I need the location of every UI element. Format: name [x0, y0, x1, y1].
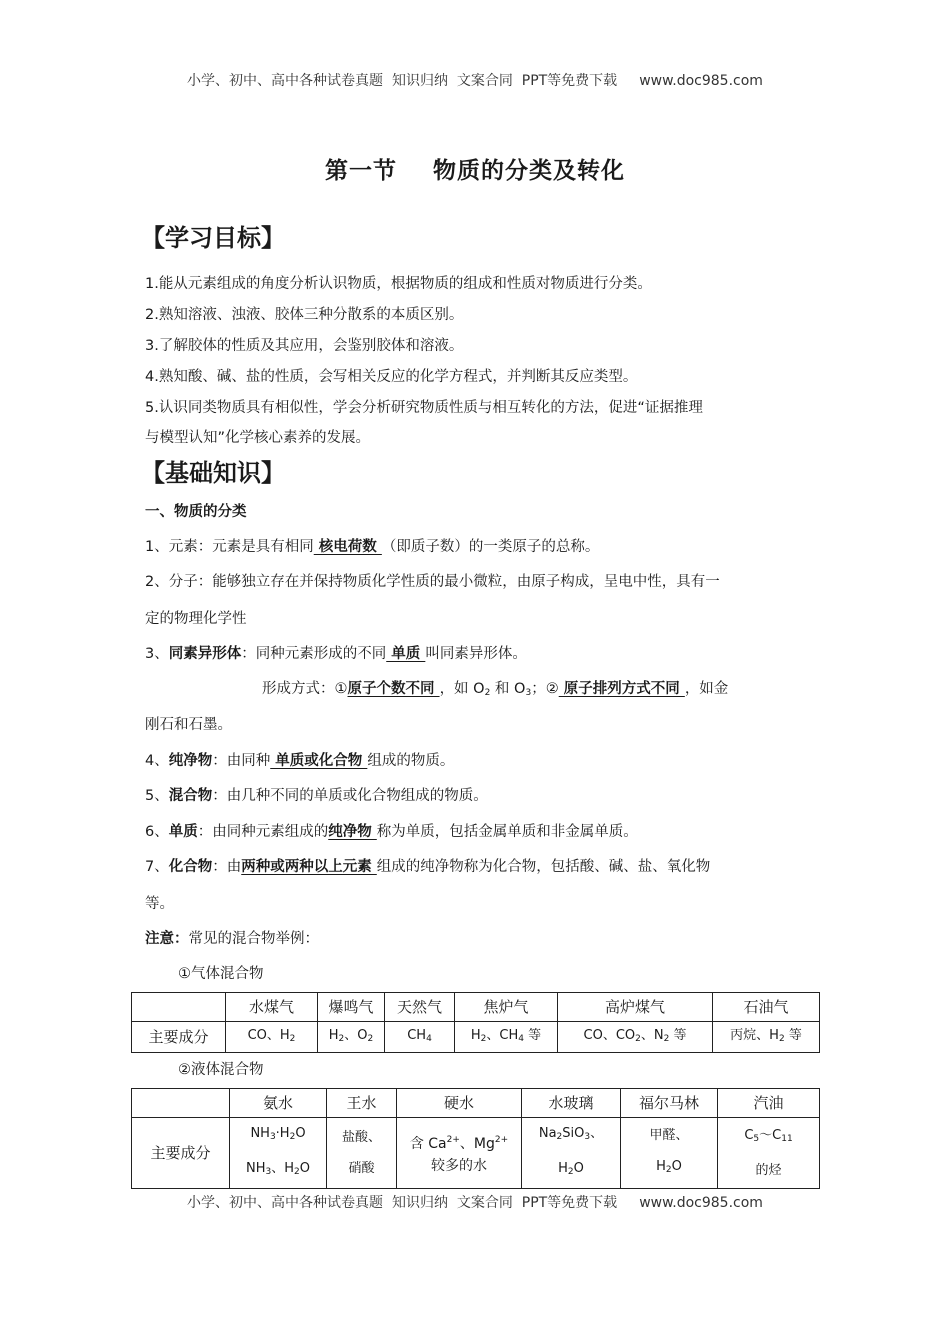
- footer-url[interactable]: www.doc985.com: [639, 1195, 763, 1211]
- section-title-classification: 一、物质的分类: [145, 504, 247, 520]
- blank-answer: 单质或化合物: [270, 753, 368, 769]
- term-allotrope: 同素异形体: [168, 646, 242, 662]
- para-pure-substance: 4、纯净物：由同种 单质或化合物 组成的物质。: [145, 753, 455, 769]
- gas-mixture-caption: ①气体混合物: [178, 966, 264, 982]
- page-footer: [0, 1192, 950, 1212]
- table-row: [132, 1022, 820, 1053]
- blank-answer: 单质: [386, 646, 426, 662]
- para-allotrope-formation: 形成方式：①原子个数不同 ，如 $O_2$ 和 $O_3$；② 原子排列方式不同 ，如金: [262, 681, 729, 698]
- formalin-components: 甲醛、 $H_2O$: [621, 1118, 718, 1189]
- para-allotrope-formation-cont: 刚石和石墨。: [145, 717, 232, 733]
- liquid-mixture-caption: ②液体混合物: [178, 1062, 264, 1078]
- page-title: 第一节 物质的分类及转化: [324, 158, 626, 184]
- goal-item-3: 3.了解胶体的性质及其应用，会鉴别胶体和溶液。: [145, 338, 464, 354]
- blank-answer: 两种或两种以上元素: [241, 859, 377, 875]
- table-header-row: 水煤气 爆鸣气 天然气 焦炉气 高炉煤气 石油气: [132, 993, 820, 1022]
- para-compound-cont: 等。: [145, 896, 174, 912]
- blank-answer: 核电荷数: [313, 539, 382, 555]
- ammonia-water-components: $NH_3\cdot H_2O$ $NH_3$、$H_2O$: [230, 1118, 327, 1189]
- row-label: 主要成分: [132, 1022, 226, 1053]
- para-mixture: 5、混合物：由几种不同的单质或化合物组成的物质。: [145, 788, 488, 804]
- para-allotrope: 3、同素异形体：同种元素形成的不同 单质 叫同素异形体。: [145, 646, 527, 662]
- aqua-regia-components: 盐酸、 硝酸: [327, 1118, 397, 1189]
- goal-item-1: 1.能从元素组成的角度分析认识物质，根据物质的组成和性质对物质进行分类。: [145, 276, 652, 292]
- row-label: 主要成分: [132, 1118, 230, 1189]
- blast-furnace-gas-components: CO、$CO_2$、$N_2$ 等: [558, 1022, 713, 1053]
- para-element: 1、元素：元素是具有相同 核电荷数 （即质子数）的一类原子的总称。: [145, 539, 600, 555]
- blank-answer: 原子个数不同: [347, 681, 440, 697]
- goal-item-5-cont: 与模型认知”化学核心素养的发展。: [145, 430, 371, 446]
- gas-mixture-table: [131, 992, 820, 1053]
- gasoline-components: $C_5\sim C_{11}$ 的烃: [718, 1118, 820, 1189]
- note-label: 注意：: [145, 931, 189, 947]
- blank-answer: 原子排列方式不同: [558, 681, 685, 697]
- header-text: 小学、初中、高中各种试卷真题 知识归纳 文案合同 PPT等免费下载: [187, 73, 618, 89]
- para-molecule: 2、分子：能够独立存在并保持物质化学性质的最小微粒，由原子构成，呈电中性，具有一: [145, 574, 720, 590]
- term-simple-substance: 单质: [168, 824, 198, 840]
- liquid-mixture-table: [131, 1088, 820, 1189]
- goal-item-2: 2.熟知溶液、浊液、胶体三种分散系的本质区别。: [145, 307, 464, 323]
- term-pure-substance: 纯净物: [168, 753, 213, 769]
- header-url[interactable]: www.doc985.com: [639, 73, 763, 89]
- water-gas-components: CO、$H_2$: [226, 1022, 318, 1053]
- coke-oven-gas-components: $H_2$、$CH_4$ 等: [455, 1022, 558, 1053]
- detonating-gas-components: $H_2$、$O_2$: [318, 1022, 385, 1053]
- footer-text: 小学、初中、高中各种试卷真题 知识归纳 文案合同 PPT等免费下载: [187, 1195, 618, 1211]
- table-header-row: 氨水 王水 硬水 水玻璃 福尔马林 汽油: [132, 1089, 820, 1118]
- page-header: [0, 70, 950, 90]
- goal-item-5: 5.认识同类物质具有相似性，学会分析研究物质性质与相互转化的方法，促进“证据推理: [145, 400, 703, 416]
- goal-item-4: 4.熟知酸、碱、盐的性质，会写相关反应的化学方程式，并判断其反应类型。: [145, 369, 638, 385]
- hard-water-components: 含 $Ca^{2+}$、$Mg^{2+}$ 较多的水: [397, 1118, 522, 1189]
- basics-heading: 【基础知识】: [141, 459, 285, 487]
- water-glass-components: $Na_2SiO_3$、 $H_2O$: [522, 1118, 621, 1189]
- term-mixture: 混合物: [168, 788, 213, 804]
- para-compound: 7、化合物：由两种或两种以上元素 组成的纯净物称为化合物，包括酸、碱、盐、氧化物: [145, 859, 711, 875]
- term-compound: 化合物: [168, 859, 213, 875]
- goals-heading: 【学习目标】: [141, 224, 285, 252]
- natural-gas-components: $CH_4$: [385, 1022, 455, 1053]
- para-molecule-cont: 定的物理化学性: [145, 611, 247, 627]
- para-simple-substance: 6、单质：由同种元素组成的纯净物 称为单质，包括金属单质和非金属单质。: [145, 824, 638, 840]
- table-row: [132, 1118, 820, 1189]
- note: 注意：常见的混合物举例：: [145, 931, 319, 947]
- petroleum-gas-components: 丙烷、$H_2$ 等: [713, 1022, 820, 1053]
- blank-answer: 纯净物: [328, 824, 377, 840]
